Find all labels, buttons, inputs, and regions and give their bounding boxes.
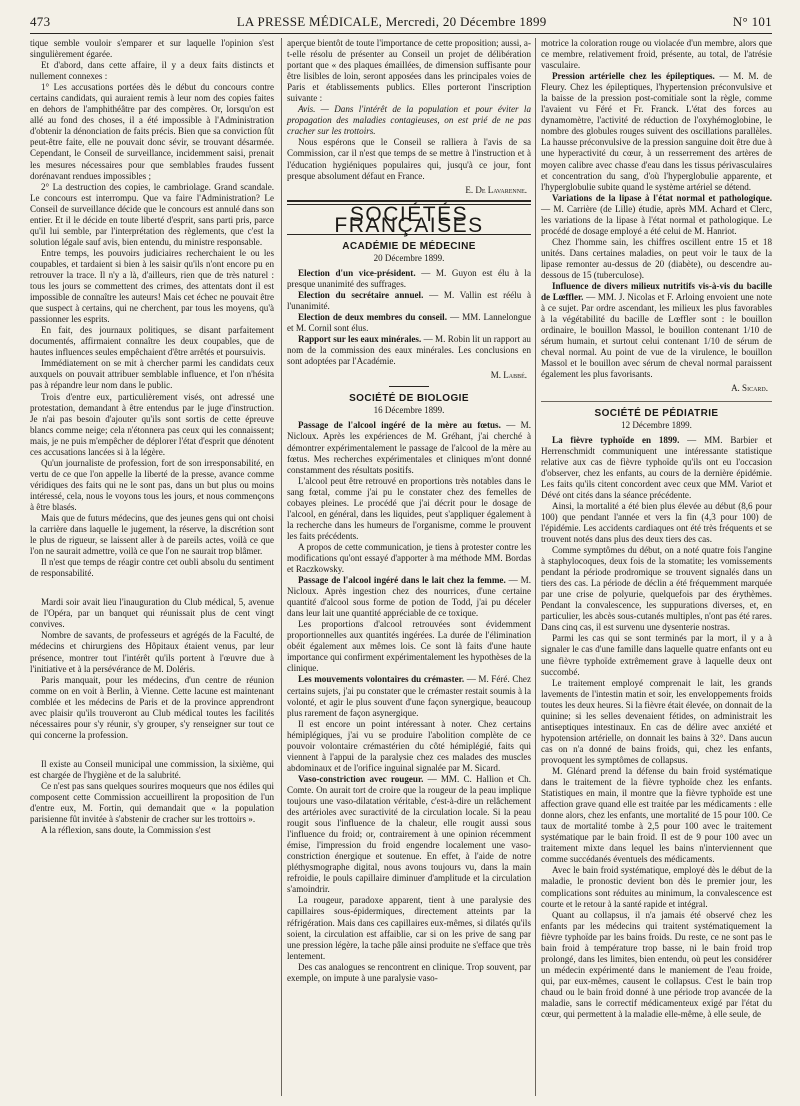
paragraph: L'alcool peut être retrouvé en proportions très notables dans le sang fœtal, comme j'ai pu le constater chez des femelles de cobayes pleines. Le procédé que j'ai décrit pour le dosage de l'alcool, en général, dans les liquides, peut s'appliquer également à la recherche dans les humeurs de l'organisme, comme le prouvent les faits précédents.	[287, 475, 531, 541]
run-in-heading: Pression artérielle chez les épileptiques.	[552, 71, 715, 82]
paragraph: motrice la coloration rouge ou violacée d'un membre, alors que ce membre, relativement froid, présente, au total, de l'atrésie vasculaire.	[541, 38, 772, 71]
paragraph: En fait, des journaux politiques, se disant parfaitement documentés, affirmaient connaître les deux coupables, que de hautes influences seules empêchaient d'être arrêtés et poursuivis.	[30, 325, 274, 358]
run-in-heading: Les mouvements volontaires du crémaster.	[298, 674, 465, 685]
paragraph: Election d'un vice-président. — M. Guyon est élu à la presque unanimité des suffrages.	[287, 267, 531, 289]
page-header	[30, 8, 772, 30]
journal-title: LA PRESSE MÉDICALE, Mercredi, 20 Décembre 1899	[236, 14, 547, 29]
session-date: 20 Décembre 1899.	[373, 252, 445, 263]
paragraph: Mardi soir avait lieu l'inauguration du Club médical, 5, avenue de l'Opéra, par un banquet qui réunissait plus de cent vingt convives.	[30, 597, 274, 630]
paragraph: Paris manquait, pour les médecins, d'un centre de réunion comme on en voit à Berlin, à Vienne. Cette lacune est maintenant comblée et les médecins de Paris et de la province apprendront avec plaisir qu'ils trouveront au Club médical toutes les facilités nécessaires pour s'y réunir, s'y grouper, s'y renseigner sur tout ce qui concerne la profession.	[30, 674, 274, 740]
run-in-heading: Passage de l'alcool ingéré dans le lait chez la femme.	[298, 575, 506, 586]
run-in-heading: Election d'un vice-président.	[298, 267, 416, 278]
paragraph: Il existe au Conseil municipal une commission, la sixième, qui est chargée de l'hygiène et de la salubrité.	[30, 758, 274, 780]
spacer	[30, 741, 274, 759]
divider	[389, 386, 429, 387]
paragraph: Parmi les cas qui se sont terminés par la mort, il y a à signaler le cas d'une famille dans laquelle quatre enfants ont eu une fièvre typhoïde extrêmement grave à laquelle deux ont succombé.	[541, 633, 772, 677]
paragraph: Avec le bain froid systématique, employé dès le début de la maladie, le pronostic devient bon dès le premier jour, les complications sont réduites au minimum, la convalescence est courte et le retour à la santé rapide et intégral.	[541, 865, 772, 909]
paragraph: aperçue bientôt de toute l'importance de cette proposition; aussi, a-t-elle résolu de présenter au Conseil un projet de délibération portant que « des plaques émaillées, de dimension suffisante pour être lisibles de loin, seront apposées dans les principales voies de Paris et établissements publics. Elles porteront l'inscription suivante :	[287, 38, 531, 104]
paragraph: Nous espérons que le Conseil se ralliera à l'avis de sa Commission, car il n'est que temps de se mettre à l'instruction et à l'éducation hygiéniques populaires qui, jusqu'à ce jour, font presque absolument défaut en France.	[287, 137, 531, 181]
paragraph: Passage de l'alcool ingéré dans le lait chez la femme. — M. Nicloux. Après ingestion chez des nourrices, d'une certaine quantité d'alcool sous forme de potion de Todd, j'ai pu déceler dans leur lait une quantité appréciable de ce toxique.	[287, 575, 531, 619]
page-number: 473	[30, 14, 51, 29]
paragraph: Election de deux membres du conseil. — MM. Lannelongue et M. Cornil sont élus.	[287, 312, 531, 334]
paragraph: Qu'un journaliste de profession, fort de son irresponsabilité, en vertu de ce que l'on appelle la liberté de la presse, avance comme véridiques des faits qui ne le sont pas, dans un but plus ou moins intéressé, cela, nous le voyons tous les jours, et nous commençons à être blasés.	[30, 457, 274, 512]
run-in-heading: Variations de la lipase à l'état normal et pathologique.	[552, 192, 772, 203]
paragraph: Trois d'entre eux, particulièrement visés, ont adressé une protestation, demandant à être entendus par le juge d'instruction. Je n'ai pas besoin d'ajouter qu'ils sont sortis de cette épreuve blancs comme neige; cela n'étonnera pas ceux qui les connaissent; mais, je ne puis m'empêcher de déplorer l'état d'esprit que dénotent ces accusations lancées si à la légère.	[30, 391, 274, 457]
column-divider	[281, 38, 282, 1096]
paragraph: A propos de cette communication, je tiens à protester contre les modifications qu'ont essayé d'apporter à ma méthode MM. Bordas et Raczkowsky.	[287, 541, 531, 575]
paragraph: La fièvre typhoïde en 1899. — MM. Barbier et Herrenschmidt communiquent une intéressante statistique relative aux cas de fièvre typhoïde qu'ils ont eu l'occasion d'observer, chez les enfants, au cours de la dernière épidémie. Les faits qu'ils citent concordent avec ceux que MM. Variot et Dévé ont cités dans la séance précédente.	[541, 434, 773, 500]
paragraph: Comme symptômes du début, on a noté quatre fois l'angine à staphylocoques, deux fois de la stomatite; les vomissements pendant la période prodromique se trouvent signalés dans un tiers des cas. La période de déclin a été fréquemment marquée par une crise de polyurie, quelquefois par des érythèmes. Pendant la convalescence, les suppurations diverses, et, en particulier, les abcès sous-cutanés multiples, n'ont pas été rares. Dans cinq cas, il est survenu une dysenterie nostras.	[541, 545, 772, 633]
paragraph: 1° Les accusations portées dès le début du concours contre certains candidats, qui auraient remis à leur nom des copies faites en dehors de l'amphithéâtre par des compères. Or, lorsqu'on est allé au fond des choses, il a été impossible à l'Administration d'obtenir la dénonciation de faits précis. Bien que sa conviction fût peut-être faite, elle ne pouvait donc sévir, se trouvant désarmée. Cependant, le Conseil de surveillance, incidemment saisi, prenait les mesures nécessaires pour que semblables fraudes fussent dorénavant rendues impossibles ;	[30, 82, 274, 181]
header-rule	[30, 33, 772, 34]
session-date: 16 Décembre 1899.	[373, 405, 445, 416]
society-title: SOCIÉTÉ DE PÉDIATRIE	[594, 407, 719, 419]
column-divider	[535, 38, 536, 1096]
section-rule	[287, 200, 531, 202]
paragraph: A la réflexion, sans doute, la Commission s'est	[41, 825, 211, 836]
paragraph: Nombre de savants, de professeurs et agrégés de la Faculté, de médecins et chirurgiens des Hôpitaux étaient venus, par leur présence, montrer tout l'intérêt qu'ils portent à l'œuvre due à l'initiative et à la persévérance de M. Doléris.	[30, 630, 274, 674]
paragraph: Quant au collapsus, il n'a jamais été observé chez les enfants par les médecins qui traitent systématiquement la fièvre typhoïde par les bains froids. Du reste, ce ne sont pas le bain froid à température trop basse, ni le bain froid trop prolongé, dans les limites, bien entendu, où peut les considérer un médecin expérimenté dans le maniement de l'eau froide, qui, par eux-mêmes, causent le collapsus. C'est le bain trop chaud ou le bain froid donné à une période trop avancée de la maladie, sans le correctif médicamenteux exigé par l'état du cœur, qui permettent à la maladie elle-même, à elle seule, de	[541, 909, 772, 1020]
paragraph: Le traitement employé comprenait le lait, les grands lavements de l'intestin matin et soir, les enveloppements froids toutes les deux heures. Si la fièvre était élevée, on donnait de la quinine; si les selles devenaient fétides, on administrait les antiseptiques intestinaux. En cas de délire avec anxiété et hypotension artérielle, on donnait les bains à 32°. Dans aucun cas on n'a donné de bains froids, qui, chez les enfants, provoquent les symptômes de collapsus.	[541, 677, 772, 765]
paragraph: La rougeur, paradoxe apparent, tient à une paralysie des capillaires sous-épidermiques, directement atteints par la réfrigération. Mais dans ces capillaires eux-mêmes, si dilatés qu'ils soient, la circulation est affaiblie, car si on les prive de sang par une pression légère, la tache pâle ainsi produite ne s'efface que très lentement.	[287, 895, 531, 961]
paragraph: Election du secrétaire annuel. — M. Vallin est réélu à l'unanimité.	[287, 289, 531, 311]
paragraph: Ce n'est pas sans quelques sourires moqueurs que nos édiles qui composent cette Commission accueillirent la proposition de l'un d'entre eux, M. Fortin, qui demandait que « la population parisienne fût invitée à s'abstenir de cracher sur les trottoirs ».	[30, 781, 274, 825]
paragraph: Vaso-constriction avec rougeur. — MM. C. Hallion et Ch. Comte. On aurait tort de croire que la rougeur de la peau implique toujours une vaso-dilatation véritable, c'est-à-dire un relâchement des artérioles avec suractivité de la circulation locale. Si la peau rougit sous l'influence de la chaleur, elle rougit aussi sous l'influence du froid; or, contrairement à une opinion récemment émise, l'impression du froid engendre localement une vaso-constriction énergique et soutenue. En effet, à l'aide de notre pléthysmographe digital, nous avons toujours vu, dans la main refroidie, le pouls capillaire diminuer d'amplitude et la circulation s'amoindrir.	[287, 773, 531, 895]
issue-number: N° 101	[732, 14, 772, 29]
paragraph: Les proportions d'alcool retrouvées sont évidemment proportionnelles aux quantités ingérées. La durée de l'élimination obéit également aux mêmes lois. Ce sont là faits d'une haute importance qui confirment expérimentalement les hypothèses de la clinique.	[287, 619, 531, 674]
run-in-heading: Election de deux membres du conseil.	[298, 312, 447, 323]
paragraph: Passage de l'alcool ingéré de la mère au fœtus. — M. Nicloux. Après les expériences de M. Gréhant, j'ai cherché à démontrer expérimentalement le passage de l'alcool de la mère au fœtus. Mes recherches expérimentales et cliniques m'ont donné constamment des résultats positifs.	[287, 420, 531, 475]
signature: M. Labbé.	[490, 370, 527, 381]
paragraph: Il n'est que temps de réagir contre cet oubli absolu du sentiment de responsabilité.	[30, 557, 274, 579]
run-in-heading: Vaso-constriction avec rougeur.	[298, 773, 424, 784]
paragraph: Pression artérielle chez les épileptiques. — M. M. de Fleury. Chez les épileptiques, l'hypertension préconvulsive et la baisse de la pression post-comitiale sont la règle, comme l'avaient vu Féré et Fr. Franck. L'état des forces au dynamomètre, l'activité de réduction de l'oxyhémoglobine, le nombre des globules rouges suivent des oscillations parallèles. La hausse préconvulsive de la pression sanguine doit être due à une hyperactivité du cœur, à un resserrement des artères de moyen calibre avec chasse d'eau dans les tissus périvasculaires et concentration du sang, d'où l'hyperglobulie apparente, et l'hyperglobulie subite quand le système artériel se détend.	[541, 71, 772, 192]
paragraph: Influence de divers milieux nutritifs vis-à-vis du bacille de Lœffler. — MM. J. Nicolas et F. Arloing envoient une note à ce sujet. Par ordre ascendant, les milieux les plus favorables à la végétabilité du bacille de Lœffler sont : le bouillon ordinaire, le bouillon Massol, le bouillon contenant 1/10 de sérum humain, et surtout celui contenant 1/10 de sérum de cheval normal. Au point de vue de la virulence, le bouillon Massol et le bouillon avec sérum de cheval normal paraissent également les plus favorisants.	[541, 281, 773, 380]
paragraph: tique semble vouloir s'emparer et sur laquelle l'opinion s'est singulièrement égarée.	[30, 38, 274, 60]
run-in-heading: Passage de l'alcool ingéré de la mère au fœtus.	[298, 420, 501, 431]
paragraph: Les mouvements volontaires du crémaster. — M. Féré. Chez certains sujets, j'ai pu constater que le crémaster restait soumis à la volonté, et agir le plus souvent d'une façon synergique, beaucoup plus rarement de façon asynergique.	[287, 674, 531, 718]
column-1	[30, 38, 274, 836]
paragraph: Entre temps, les pouvoirs judiciaires recherchaient le ou les coupables, et tardaient si bien à les saisir qu'ils n'ont encore pu en retrouver la trace. Il n'y a là, d'ailleurs, rien que de très naturel : tous les jours se commettent des crimes, des attentats dont il est impossible de connaître les auteurs! Mais cet échec ne pouvait être que suspect à certains, qui ne cherchent, par tous les moyens, qu'à passionner les esprits.	[30, 247, 274, 325]
run-in-heading: Influence de divers milieux nutritifs vis-à-vis du bacille de Lœffler.	[541, 281, 772, 303]
paragraph: Il est encore un point intéressant à noter. Chez certains hémiplégiques, j'ai vu se produire l'abolition complète de ce pouvoir volontaire crémastérien du côté hémiplégié, faits qui viennent à l'appui de la paralysie chez ces malades des muscles abdominaux et de l'orifice inguinal signalée par M. Sicard.	[287, 718, 531, 773]
notice-text: Avis. — Dans l'intérêt de la population et pour éviter la propagation des maladies contagieuses, on est prié de ne pas cracher sur les trottoirs.	[287, 104, 531, 137]
paragraph: Rapport sur les eaux minérales. — M. Robin lit un rapport au nom de la commission des eaux minérales. Les conclusions en sont adoptées par l'Académie.	[287, 334, 531, 367]
signature: A. Sicard.	[731, 383, 768, 394]
paragraph: 2° La destruction des copies, le cambriolage. Grand scandale. Le concours est interrompu. Que va faire l'Administration? Le Conseil de surveillance décide que le concours est annulé dans son entier. Et il le décide en toute liberté d'esprit, sans parti pris, parce qu'il lui semble, par l'interprétation des règlements, que c'est la solution légale sauf avis, bien entendu, du ministre responsable.	[30, 181, 274, 247]
run-in-heading: La fièvre typhoïde en 1899.	[552, 434, 680, 445]
society-title: ACADÉMIE DE MÉDECINE	[342, 240, 476, 252]
column-2	[287, 38, 531, 984]
section-title: SOCIÉTÉS FRANÇAISES	[334, 202, 484, 237]
paragraph: M. Glénard prend la défense du bain froid systématique dans le traitement de la fièvre typhoïde chez les enfants. Statistiques en main, il montre que la fièvre typhoïde est une affection grave quand elle est traitée par les médicaments : elle donne alors, chez les enfants, une mortalité de 15 pour 100. Ce taux de mortalité tombe à 2,5 pour 100 avec le traitement systématique par le bain froid. Il est de 9 pour 100 avec un traitement mixte dans lequel les bains n'interviennent que comme succédanés éventuels des médicaments.	[541, 766, 772, 865]
run-in-heading: Rapport sur les eaux minérales.	[298, 334, 422, 345]
signature: E. De Lavarenne.	[465, 184, 527, 195]
spacer	[30, 579, 274, 597]
session-date: 12 Décembre 1899.	[621, 419, 692, 430]
paragraph: Et d'abord, dans cette affaire, il y a deux faits distincts et nullement connexes :	[30, 60, 274, 82]
column-3	[541, 38, 772, 1020]
divider	[541, 401, 772, 402]
paragraph: Variations de la lipase à l'état normal et pathologique. — M. Carrière (de Lille) étudie, après MM. Achard et Clerc, les variations de la lipase à l'état normal et pathologique. Le procédé de dosage employé a été celui de M. Hanriot.	[541, 192, 772, 236]
paragraph: Des cas analogues se rencontrent en clinique. Trop souvent, par exemple, on impute à une paralysie vaso-	[287, 961, 531, 983]
run-in-heading: Election du secrétaire annuel.	[298, 289, 424, 300]
paragraph: Ainsi, la mortalité a été bien plus élevée au début (8,6 pour 100) que pendant l'année et vers la fin (4,3 pour 100) de l'épidémie. Les accidents cardiaques ont été très fréquents et se trouvent notés dans plus des deux tiers des cas.	[541, 500, 772, 545]
paragraph: Mais que de futurs médecins, que des jeunes gens qui ont choisi la carrière dans laquelle le jugement, la réserve, la discrétion sont le plus de rigueur, se laissent aller à de pareils actes, voilà ce que l'on ne saurait admettre, voilà ce que l'on ne saurait trop blâmer.	[30, 513, 274, 557]
society-title: SOCIÉTÉ DE BIOLOGIE	[349, 393, 469, 405]
paragraph: Chez l'homme sain, les chiffres oscillent entre 15 et 18 unités. Dans certaines maladies, on peut voir le taux de la lipase remonter au-dessus de 20 (diabète), ou descendre au-dessous de 15 (tuberculose).	[541, 236, 772, 280]
paragraph: Immédiatement on se mit à chercher parmi les candidats ceux auxquels on pouvait attribuer semblable influence, et l'on n'hésita pas à répandre leur nom dans le public.	[30, 358, 274, 391]
